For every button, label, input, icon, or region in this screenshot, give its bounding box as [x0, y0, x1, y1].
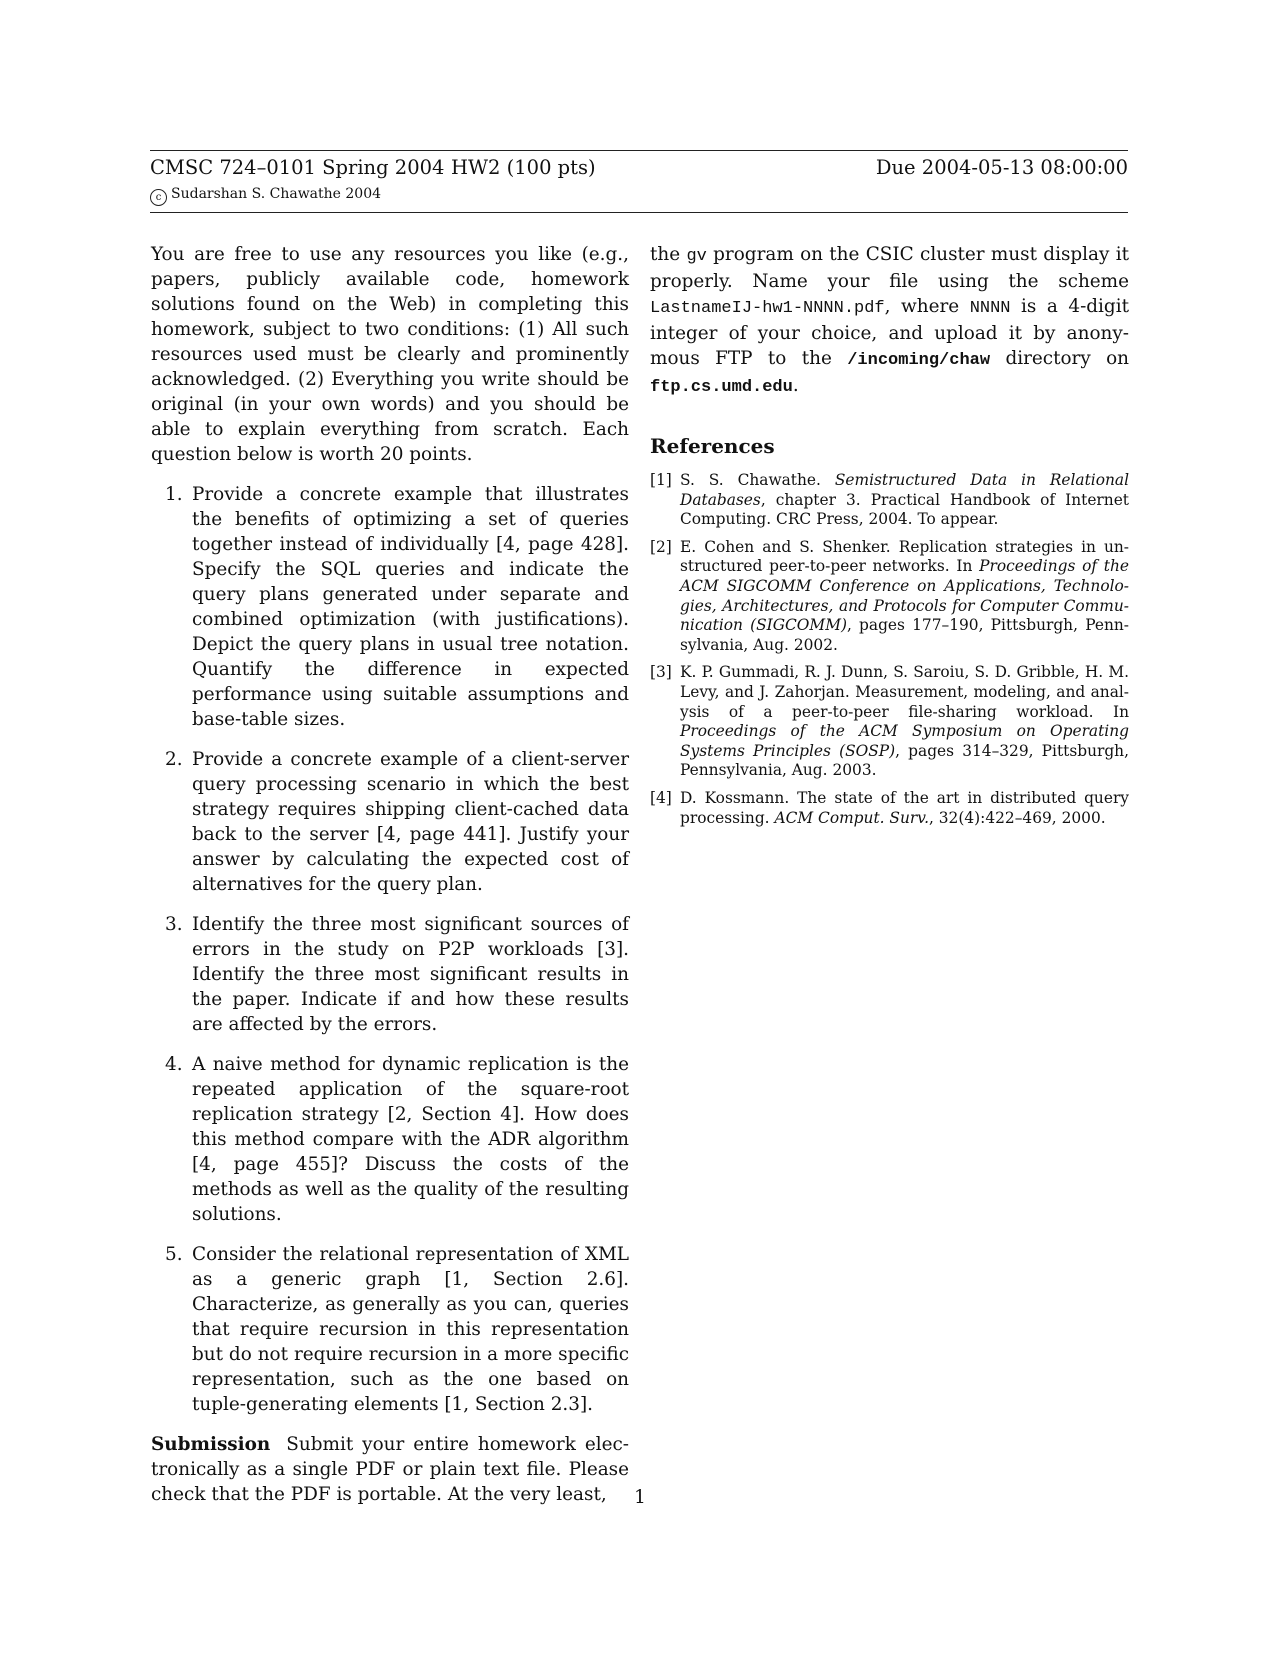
reference-title: Proceedings of the ACM Symposium on Operating Systems Principles (SOSP): [680, 722, 1129, 760]
reference-label: [2]: [650, 537, 672, 556]
reference-label: [4]: [650, 788, 672, 807]
question-list: [151, 482, 629, 1417]
reference-title: ACM Comput. Surv.: [774, 808, 929, 827]
filename-scheme: LastnameIJ-hw1-NNNN.pdf: [650, 299, 885, 318]
reference-authors: K. P. Gummadi, R. J. Dunn, S. Saroiu, S. D. Gribble, H. M. Levy, and J. Zahorjan. Measurement, modeling, and analysis of a peer-to-peer file-sharing workload. In: [680, 663, 1129, 721]
reference-details: , chapter 3. Practical Handbook of Internet Computing. CRC Press, 2004. To appear.: [680, 490, 1129, 529]
submission-continued: [650, 242, 1129, 400]
copyright-line: [150, 185, 381, 206]
reference-details: , pages 177–190, Pittsburgh, Pennsylvania, Aug. 2002.: [680, 616, 1129, 654]
question-number: 4.: [165, 1054, 183, 1075]
reference-authors: S. S. Chawathe.: [680, 471, 821, 489]
ftp-host: ftp.cs.umd.edu: [650, 378, 793, 397]
question-text: Identify the three most significant sources of errors in the study on P2P workloads [3]. Identify the three most significant results in the paper. Indicate if and how these results are affected by the errors.: [192, 914, 629, 1035]
header-top-rule: [150, 150, 1128, 151]
reference-title: Proceedings of the ACM SIGCOMM Conference on Applications, Technologies, Architectures, and Protocols for Computer Communication (SIGCOMM): [680, 557, 1129, 635]
question-item: [151, 912, 629, 1037]
question-item: [151, 1052, 629, 1227]
question-item: [151, 747, 629, 897]
submission-cont-text: the: [650, 244, 681, 265]
submission-cont-text: program on the CSIC cluster must display it properly. Name your file using the scheme: [650, 244, 1129, 292]
submission-cont-text: .: [792, 375, 799, 396]
reference-label: [3]: [650, 663, 672, 682]
question-item: [151, 482, 629, 732]
header-bottom-rule: [150, 212, 1128, 213]
reference-authors: D. Kossmann. The state of the art in distributed query processing.: [680, 788, 1129, 827]
ftp-directory: /incoming/chaw: [847, 351, 991, 370]
submission-cont-text: is a 4-digit integer of your choice, and upload it by anonymous FTP to the: [650, 296, 1129, 369]
left-column: [151, 242, 629, 1507]
gv-program: gv: [686, 247, 707, 266]
reference-label: [1]: [650, 471, 672, 489]
nnnn-placeholder: NNNN: [969, 299, 1011, 318]
copyright-text: Sudarshan S. Chawathe 2004: [171, 186, 382, 202]
reference-item: [650, 538, 1129, 656]
reference-item: [650, 471, 1129, 530]
submission-heading: Submission: [151, 1434, 271, 1455]
question-number: 3.: [165, 914, 183, 935]
reference-item: [650, 789, 1129, 828]
submission-cont-text: , where: [884, 296, 960, 317]
reference-details: , 32(4):422–469, 2000.: [928, 808, 1106, 827]
homework-title: HW2 (100 pts): [451, 156, 596, 179]
course-title: CMSC 724–0101 Spring 2004: [150, 156, 445, 179]
due-date: Due 2004-05-13 08:00:00: [875, 156, 1128, 179]
question-text: A naive method for dynamic replication is the repeated application of the square-root replication strategy [2, Section 4]. How does this method compare with the ADR algorithm [4, page 455]? Discuss the costs of the methods as well as the quality of the resulting solutions.: [192, 1054, 629, 1225]
question-number: 2.: [165, 749, 183, 770]
question-text: Provide a concrete example of a client-server query processing scenario in which the best strategy requires shipping client-cached data back to the server [4, page 441]. Justify your answer by calculating the expected cost of alternatives for the query plan.: [192, 749, 629, 895]
intro-paragraph: You are free to use any resources you like (e.g., papers, publicly available code, homework solutions found on the Web) in completing this homework, subject to two conditions: (1) All such resources used must be clearly and prominently acknowledged. (2) Everything you write should be original (in your own words) and you should be able to explain everything from scratch. Each question below is worth 20 points.: [151, 244, 629, 465]
reference-item: [650, 663, 1129, 781]
references-heading: References: [650, 434, 775, 458]
reference-title: Semistructured Data in Relational Databases: [680, 471, 1129, 509]
question-text: Consider the relational representation of XML as a generic graph [1, Section 2.6]. Characterize, as generally as you can, queries that require recursion in this representation but do not require recursion in a more specific representation, such as the one based on tuple-generating elements [1, Section 2.3].: [192, 1244, 629, 1415]
right-column: [650, 242, 1129, 836]
question-text: Provide a concrete example that illustrates the benefits of optimizing a set of queries together instead of individually [4, page 428]. Specify the SQL queries and indicate the query plans generated under separate and combined optimization (with justifications). Depict the query plans in usual tree notation. Quantify the difference in expected performance using suitable assumptions and base-table sizes.: [192, 484, 629, 730]
reference-authors: E. Cohen and S. Shenker. Replication strategies in unstructured peer-to-peer networks. In: [680, 537, 1129, 576]
page-number: 1: [634, 1487, 646, 1508]
question-number: 1.: [165, 484, 183, 505]
question-item: [151, 1242, 629, 1417]
reference-details: , pages 314–329, Pittsburgh, Pennsylvania, Aug. 2003.: [680, 741, 1129, 780]
copyright-icon: c: [150, 189, 167, 206]
submission-cont-text: directory on: [1005, 348, 1129, 369]
question-number: 5.: [165, 1244, 183, 1265]
submission-text: Submit your entire homework electronically as a single PDF or plain text file. Please check that the PDF is portable. At the very least,: [151, 1434, 629, 1505]
